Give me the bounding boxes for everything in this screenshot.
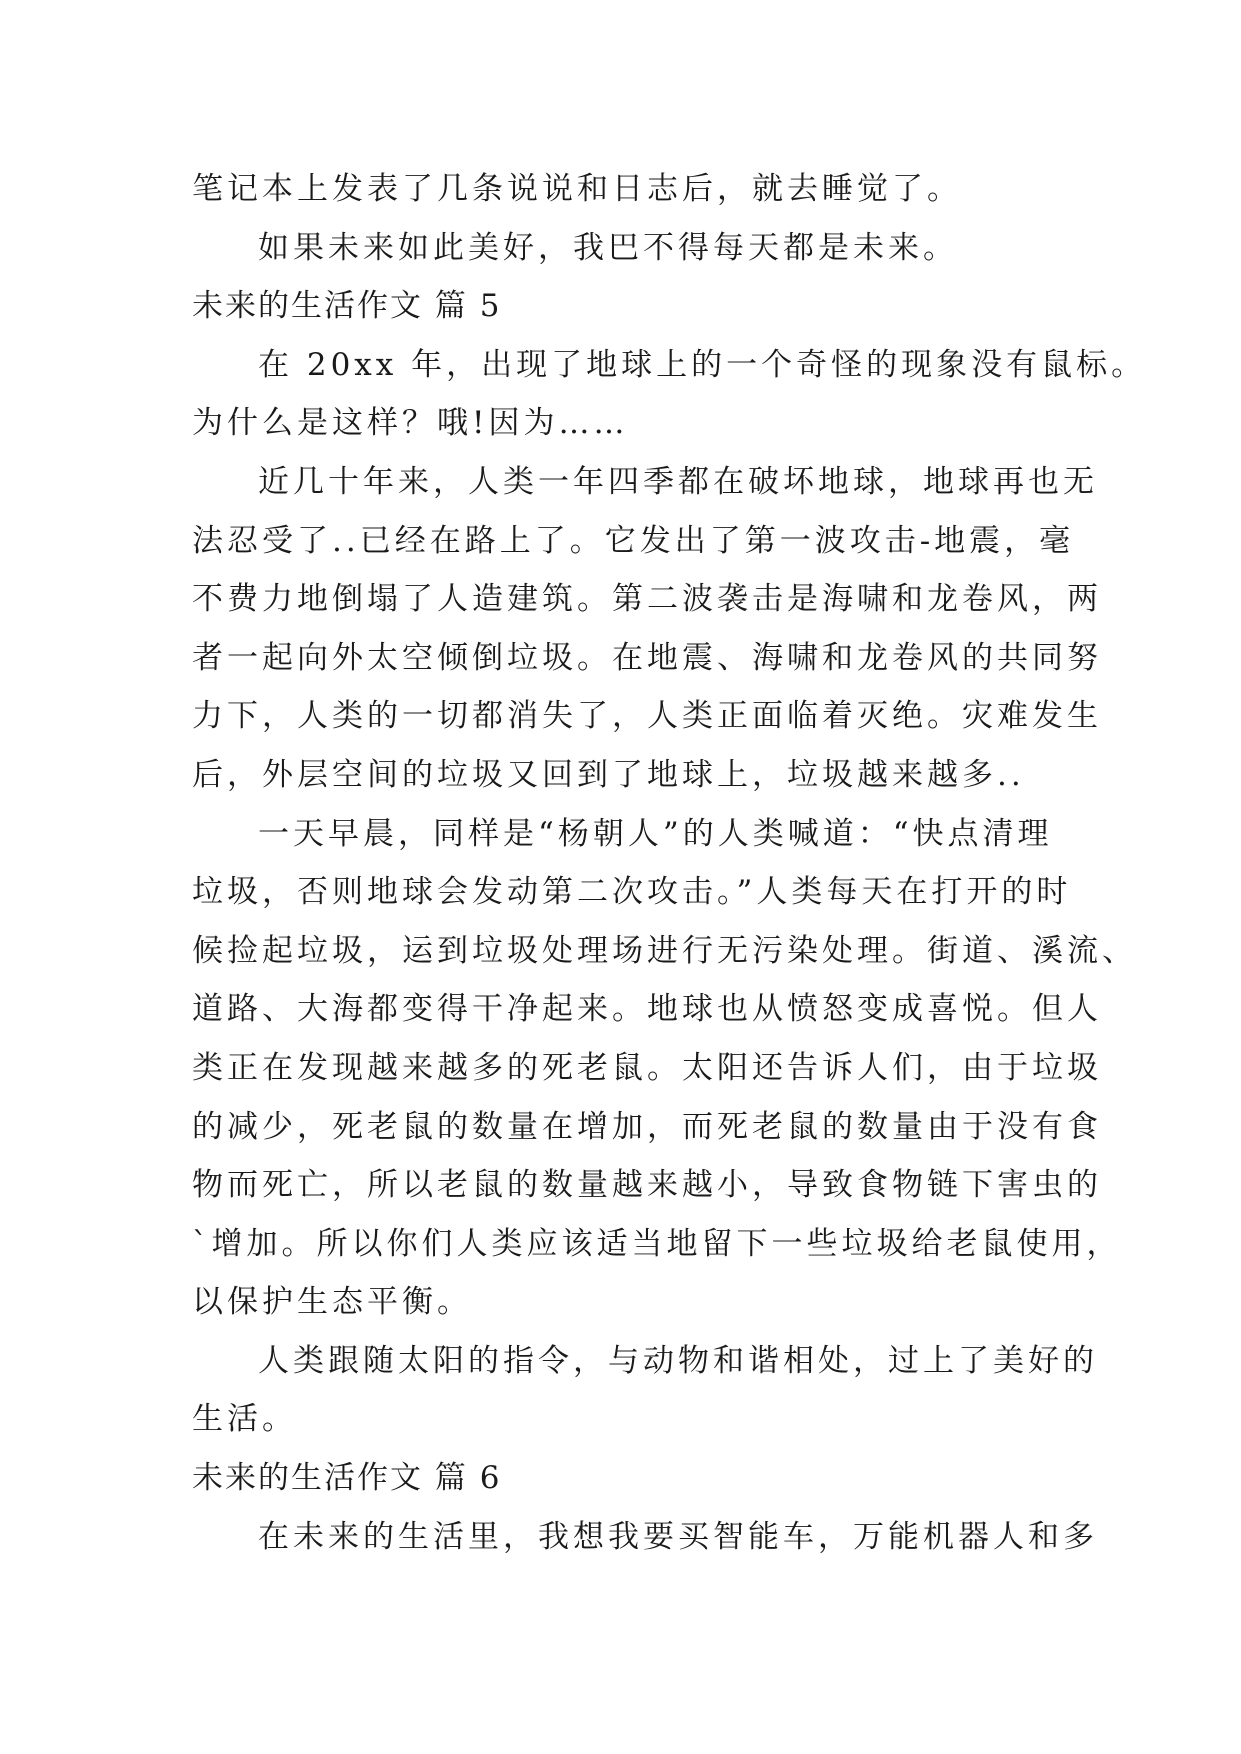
paragraph-line: 如果未来如此美好，我巴不得每天都是未来。 [258, 229, 958, 266]
text-line: 类正在发现越来越多的死老鼠。太阳还告诉人们，由于垃圾 [192, 1049, 1102, 1086]
text-line: 物而死亡，所以老鼠的数量越来越小，导致食物链下害虫的 [192, 1167, 1102, 1204]
text-line: 者一起向外太空倾倒垃圾。在地震、海啸和龙卷风的共同努 [192, 639, 1102, 676]
section-heading: 未来的生活作文 篇 6 [192, 1460, 502, 1497]
text-line: 的减少，死老鼠的数量在增加，而死老鼠的数量由于没有食 [192, 1108, 1102, 1145]
text-line: 力下，人类的一切都消失了，人类正面临着灭绝。灾难发生 [192, 698, 1102, 735]
paragraph-line: 一天早晨，同样是“杨朝人”的人类喊道：“快点清理 [258, 815, 1053, 852]
text-line: 生活。 [192, 1401, 297, 1438]
paragraph-line: 人类跟随太阳的指令，与动物和谐相处，过上了美好的 [258, 1342, 1098, 1379]
text-line: `增加。所以你们人类应该适当地留下一些垃圾给老鼠使用， [192, 1225, 1122, 1262]
section-heading: 未来的生活作文 篇 5 [192, 288, 502, 325]
paragraph-line: 在 20xx 年，出现了地球上的一个奇怪的现象没有鼠标。 [258, 346, 1147, 383]
text-line: 为什么是这样？哦!因为…… [192, 405, 629, 442]
text-line: 后，外层空间的垃圾又回到了地球上，垃圾越来越多.. [192, 756, 1025, 793]
text-line: 道路、大海都变得干净起来。地球也从愤怒变成喜悦。但人 [192, 991, 1102, 1028]
paragraph-line: 在未来的生活里，我想我要买智能车，万能机器人和多 [258, 1518, 1098, 1555]
document-body [192, 160, 1147, 1566]
text-line: 法忍受了..已经在路上了。它发出了第一波攻击-地震，毫 [192, 522, 1075, 559]
text-line: 以保护生态平衡。 [192, 1284, 472, 1321]
text-line: 笔记本上发表了几条说说和日志后，就去睡觉了。 [192, 171, 962, 207]
text-line: 候捡起垃圾，运到垃圾处理场进行无污染处理。街道、溪流、 [192, 932, 1137, 969]
text-line: 不费力地倒塌了人造建筑。第二波袭击是海啸和龙卷风，两 [192, 581, 1102, 618]
text-line: 垃圾，否则地球会发动第二次攻击。”人类每天在打开的时 [192, 874, 1072, 911]
paragraph-line: 近几十年来，人类一年四季都在破坏地球，地球再也无 [258, 463, 1098, 500]
